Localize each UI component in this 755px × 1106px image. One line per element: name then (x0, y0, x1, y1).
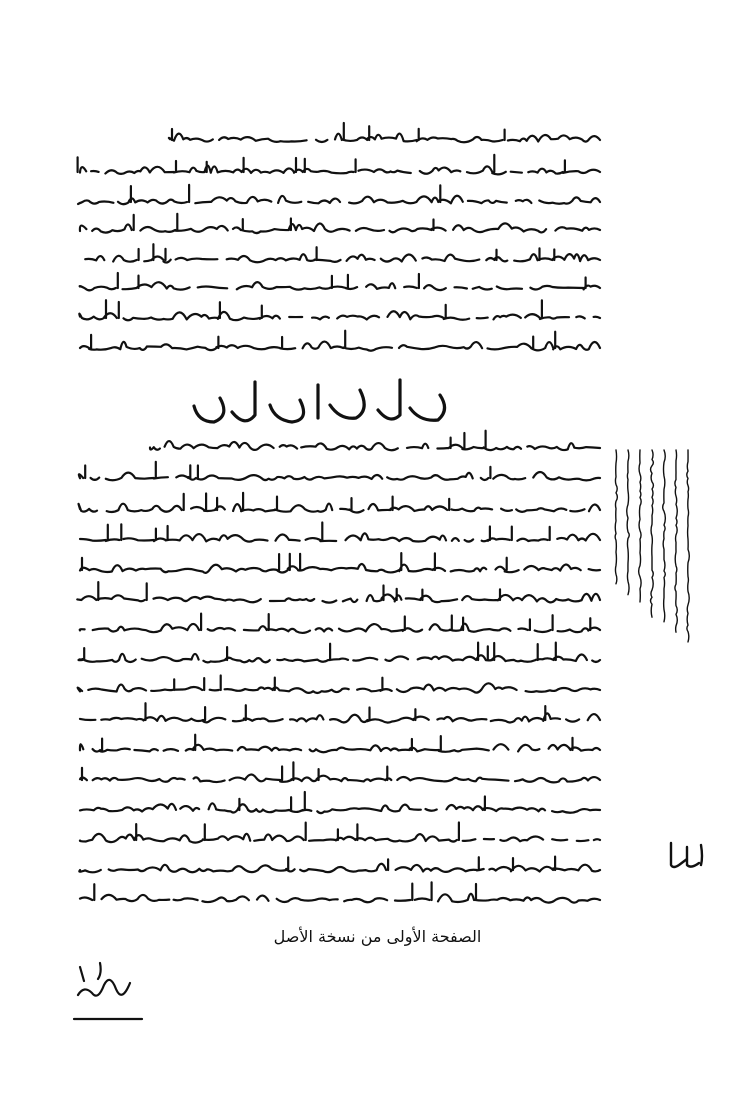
handwriting-line (80, 273, 600, 290)
margin-handwriting-line (615, 450, 617, 584)
manuscript-heading (194, 380, 445, 422)
margin-handwriting-line (687, 450, 690, 642)
handwriting-line (169, 123, 600, 142)
handwriting-line (80, 703, 600, 722)
handwriting-line (80, 214, 600, 233)
handwriting-line (80, 882, 600, 902)
handwriting-line (80, 523, 600, 542)
page-caption: الصفحة الأولى من نسخة الأصل (273, 927, 482, 946)
handwriting-line (70, 331, 600, 351)
heading-handwriting (194, 380, 445, 422)
handwriting-line (150, 431, 600, 451)
handwriting-line (77, 582, 600, 603)
handwriting-line (77, 244, 600, 262)
handwriting-line (80, 735, 600, 753)
handwriting-line (80, 614, 600, 633)
handwriting-line (71, 676, 601, 693)
margin-annotation (600, 440, 700, 660)
handwriting-line (79, 462, 600, 481)
margin-handwriting-line (627, 450, 630, 595)
handwriting-line (73, 300, 600, 320)
signature-image (70, 955, 145, 1030)
handwriting-line (80, 792, 600, 813)
handwriting-line (79, 643, 600, 663)
handwriting-line (78, 185, 600, 204)
handwriting-line (76, 155, 600, 174)
margin-mark (665, 835, 710, 875)
handwriting-line (80, 762, 600, 782)
handwriting-line (79, 493, 600, 513)
margin-handwriting-line (675, 450, 677, 632)
handwriting-line (80, 823, 600, 843)
handwriting-line (80, 553, 600, 573)
margin-handwriting-line (651, 450, 654, 617)
margin-handwriting-line (663, 450, 666, 622)
manuscript-lines (70, 123, 600, 903)
manuscript-image (60, 110, 620, 910)
handwriting-line (79, 857, 600, 873)
manuscript-handwriting (60, 110, 620, 910)
margin-handwriting-line (639, 450, 642, 602)
